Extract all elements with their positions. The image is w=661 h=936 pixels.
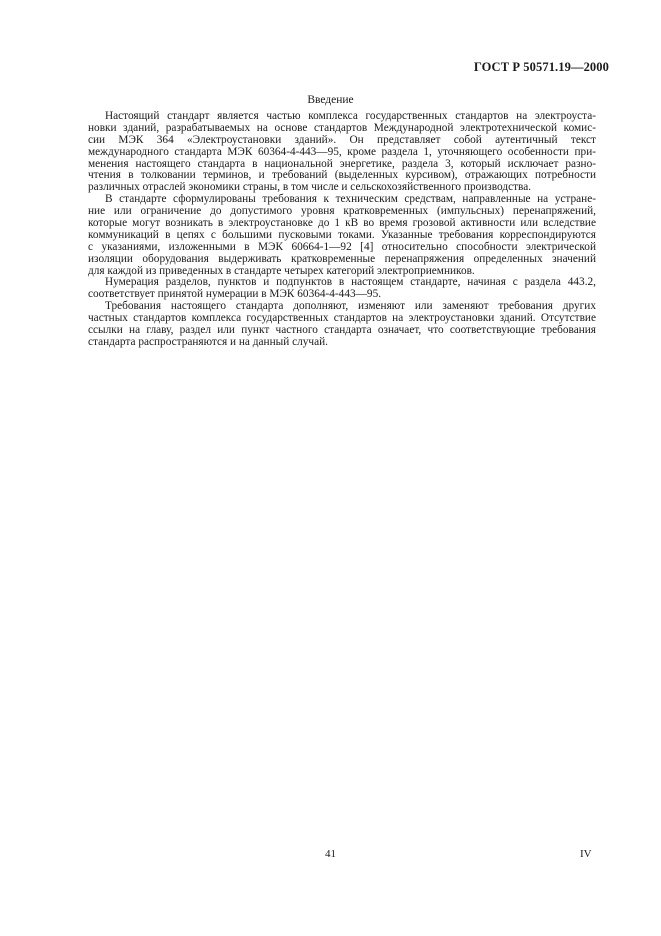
text-line: частных стандартов комплекса государственных стандартов на электроустановки зданий. Отсутствие — [88, 312, 596, 325]
text-line: Настоящий стандарт является частью комплекса государственных стандартов на электроуста- — [105, 110, 596, 122]
roman-page-number: IV — [580, 848, 592, 860]
text-line: с указаниями, изложенными в МЭК 60664-1—92 [4] относительно способности электрической — [88, 240, 596, 253]
text-line: для каждой из приведенных в стандарте четырех категорий электроприемников. — [88, 264, 475, 277]
section-title: Введение — [307, 94, 354, 106]
text-line: Требования настоящего стандарта дополняют, изменяют или заменяют требования других — [105, 300, 596, 313]
text-line: менения настоящего стандарта в национальной энергетике, раздела 3, который исключает разно- — [88, 157, 596, 170]
text-line: В стандарте сформулированы требования к техническим средствам, направленные на устране- — [105, 193, 596, 206]
introduction-body — [88, 111, 596, 349]
paragraph-2 — [88, 194, 596, 277]
text-line: сии МЭК 364 «Электроустановки зданий». Он представляет собой аутентичный текст — [88, 133, 596, 146]
text-line: ние или ограничение до допустимого уровня кратковременных (импульсных) перенапряжений, — [88, 205, 596, 218]
text-line: изоляции оборудования выдерживать кратковременные перенапряжения определенных значений — [88, 252, 596, 265]
text-line: которые могут возникать в электроустановке до 1 кВ во время грозовой активности или вследствие — [88, 217, 596, 230]
paragraph-1 — [88, 111, 596, 194]
page-number: 41 — [325, 848, 336, 860]
text-line: чтения в толковании терминов, и требований (выделенных курсивом), отражающих потребности — [88, 169, 596, 182]
text-line: коммуникаций в цепях с большими пусковыми токами. Указанные требования корреспондируются — [88, 228, 596, 241]
text-line: международного стандарта МЭК 60364-4-443—95, кроме раздела 1, уточняющего особенности при- — [88, 145, 596, 158]
paragraph-3 — [88, 277, 596, 301]
text-line: ссылки на главу, раздел или пункт частного стандарта означает, что соответствующие требования — [88, 324, 596, 337]
document-code: ГОСТ Р 50571.19—2000 — [473, 60, 609, 74]
text-line: стандарта распространяются и на данный случай. — [88, 335, 328, 348]
text-line: различных отраслей экономики страны, в том числе и сельскохозяйственного производства. — [88, 181, 532, 194]
text-line: соответствует принятой нумерации в МЭК 60364-4-443—95. — [88, 288, 382, 301]
text-line: новки зданий, разрабатываемых на основе стандартов Международной электротехнической комис- — [88, 121, 596, 134]
text-line: Нумерация разделов, пунктов и подпунктов в настоящем стандарте, начиная с раздела 443.2, — [105, 276, 596, 289]
paragraph-4 — [88, 301, 596, 349]
